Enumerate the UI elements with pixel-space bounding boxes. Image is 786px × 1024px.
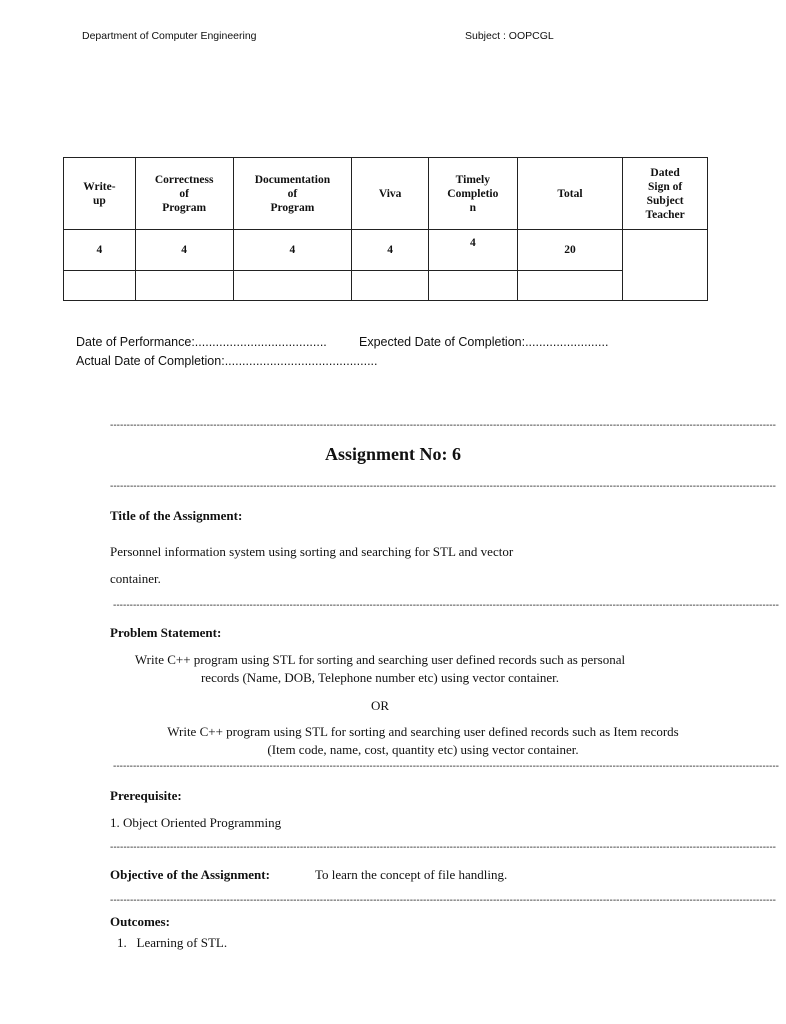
separator-line: -------------------------------------------------------------------------------------------------------------------------------------------------------------------------------------------------------- xyxy=(110,842,777,853)
problem-label: Problem Statement: xyxy=(110,625,222,640)
separator-line: -------------------------------------------------------------------------------------------------------------------------------------------------------------------------------------------------------- xyxy=(110,481,777,492)
title-line-2: container. xyxy=(110,571,161,586)
problem-2a: Write C++ program using STL for sorting and searching user defined records such as Item records xyxy=(167,724,679,739)
value-timely: 4 xyxy=(428,230,517,271)
date-of-performance: Date of Performance:...................................... xyxy=(76,335,327,349)
problem-1a: Write C++ program using STL for sorting and searching user defined records such as personal xyxy=(134,652,626,667)
col-sign xyxy=(623,158,708,230)
marks-table xyxy=(63,157,708,301)
value-total: 20 xyxy=(517,230,623,271)
empty-cell[interactable] xyxy=(233,271,352,301)
col-viva xyxy=(352,158,429,230)
column-header-label: Total xyxy=(557,187,583,200)
col-writeup xyxy=(64,158,136,230)
separator-line: -------------------------------------------------------------------------------------------------------------------------------------------------------------------------------------------------------- xyxy=(110,420,777,431)
title-label: Title of the Assignment: xyxy=(110,508,243,523)
empty-cell[interactable] xyxy=(517,271,623,301)
empty-cell[interactable] xyxy=(428,271,517,301)
column-header-label: Viva xyxy=(378,187,402,200)
table-row xyxy=(64,271,708,301)
col-documentation xyxy=(233,158,352,230)
value-documentation: 4 xyxy=(233,230,352,271)
value-writeup: 4 xyxy=(64,230,136,271)
value-viva: 4 xyxy=(352,230,429,271)
outcomes-label: Outcomes: xyxy=(110,914,170,929)
column-header-label: Timely Completio n xyxy=(447,173,499,214)
col-total xyxy=(517,158,623,230)
separator-line: -------------------------------------------------------------------------------------------------------------------------------------------------------------------------------------------------------- xyxy=(113,761,780,772)
empty-cell[interactable] xyxy=(64,271,136,301)
separator-line: -------------------------------------------------------------------------------------------------------------------------------------------------------------------------------------------------------- xyxy=(113,600,780,611)
prereq-label: Prerequisite: xyxy=(110,788,182,803)
sign-cell[interactable] xyxy=(623,230,708,301)
prereq-item-1: 1. Object Oriented Programming xyxy=(110,815,282,830)
problem-2b: (Item code, name, cost, quantity etc) using vector container. xyxy=(267,742,579,757)
empty-cell[interactable] xyxy=(352,271,429,301)
column-header-label: Documentation of Program xyxy=(254,173,331,214)
objective-text: To learn the concept of file handling. xyxy=(315,867,508,882)
subject-name: Subject : OOPCGL xyxy=(465,30,554,42)
table-row xyxy=(64,230,708,271)
actual-date-of-completion: Actual Date of Completion:............................................ xyxy=(76,354,378,368)
title-line-1: Personnel information system using sorting and searching for STL and vector xyxy=(110,544,514,559)
column-header-label: Dated Sign of Subject Teacher xyxy=(645,166,685,221)
or-label: OR xyxy=(370,698,390,713)
col-correctness xyxy=(135,158,233,230)
department-name: Department of Computer Engineering xyxy=(82,30,257,42)
expected-date-of-completion: Expected Date of Completion:........................ xyxy=(359,335,609,349)
separator-line: -------------------------------------------------------------------------------------------------------------------------------------------------------------------------------------------------------- xyxy=(110,895,777,906)
column-header-label: Correctness of Program xyxy=(154,173,214,214)
problem-1b: records (Name, DOB, Telephone number etc) using vector container. xyxy=(200,670,560,685)
empty-cell[interactable] xyxy=(135,271,233,301)
assignment-heading: Assignment No: 6 xyxy=(324,444,461,464)
objective-label: Objective of the Assignment: xyxy=(110,867,270,882)
col-timely xyxy=(428,158,517,230)
value-correctness: 4 xyxy=(135,230,233,271)
table-header-row xyxy=(64,158,708,230)
outcome-item-1: 1. Learning of STL. xyxy=(117,935,228,950)
column-header-label: Write- up xyxy=(83,180,116,207)
